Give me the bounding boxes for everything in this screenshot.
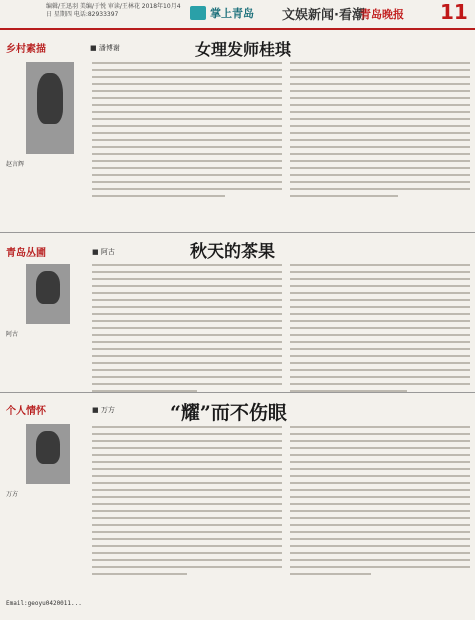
author-photo bbox=[26, 424, 70, 484]
headline: 女理发师桂琪 bbox=[195, 40, 292, 59]
section-divider bbox=[0, 392, 475, 393]
author-bio bbox=[6, 160, 88, 169]
header-rule bbox=[0, 28, 475, 30]
bio-name: 阿古 bbox=[6, 331, 19, 338]
article-body-col2 bbox=[290, 264, 470, 397]
column-name: 个人情怀 bbox=[6, 406, 46, 417]
section-title: 文娱新闻·看潮 bbox=[282, 8, 365, 23]
app-logo-icon bbox=[190, 6, 206, 20]
author-photo bbox=[26, 62, 74, 154]
author-photo bbox=[26, 264, 70, 324]
bio-name: 赵言辉 bbox=[6, 161, 25, 168]
paper-name: 青岛晚报 bbox=[360, 8, 404, 21]
section-divider bbox=[0, 232, 475, 233]
bio-name: 万方 bbox=[6, 491, 19, 498]
page-number: 11 bbox=[440, 0, 468, 24]
author-bio bbox=[6, 490, 88, 499]
column-name: 乡村素描 bbox=[6, 44, 46, 55]
page-header bbox=[0, 0, 475, 30]
headline: “耀”而不伤眼 bbox=[170, 402, 287, 424]
author: ■ 万方 bbox=[92, 406, 115, 414]
headline: 秋天的茶果 bbox=[190, 242, 275, 262]
article-body-col2 bbox=[290, 426, 470, 580]
article-body bbox=[92, 426, 282, 580]
author: ■ 潘博谢 bbox=[90, 44, 120, 52]
author-bio bbox=[6, 330, 88, 339]
column-name: 青岛丛圃 bbox=[6, 248, 46, 259]
author: ■ 阿古 bbox=[92, 248, 115, 256]
article-body bbox=[92, 264, 282, 397]
brand-name: 掌上青岛 bbox=[210, 7, 254, 20]
article-body-col2 bbox=[290, 62, 470, 202]
author-email[interactable]: Email:geoyu0420011... bbox=[6, 600, 82, 607]
article-body bbox=[92, 62, 282, 202]
header-meta: 编辑/王迅羽 美编/于悦 审读/王林花 2018年10月4日 星期四 电话:82933397 bbox=[46, 3, 181, 18]
